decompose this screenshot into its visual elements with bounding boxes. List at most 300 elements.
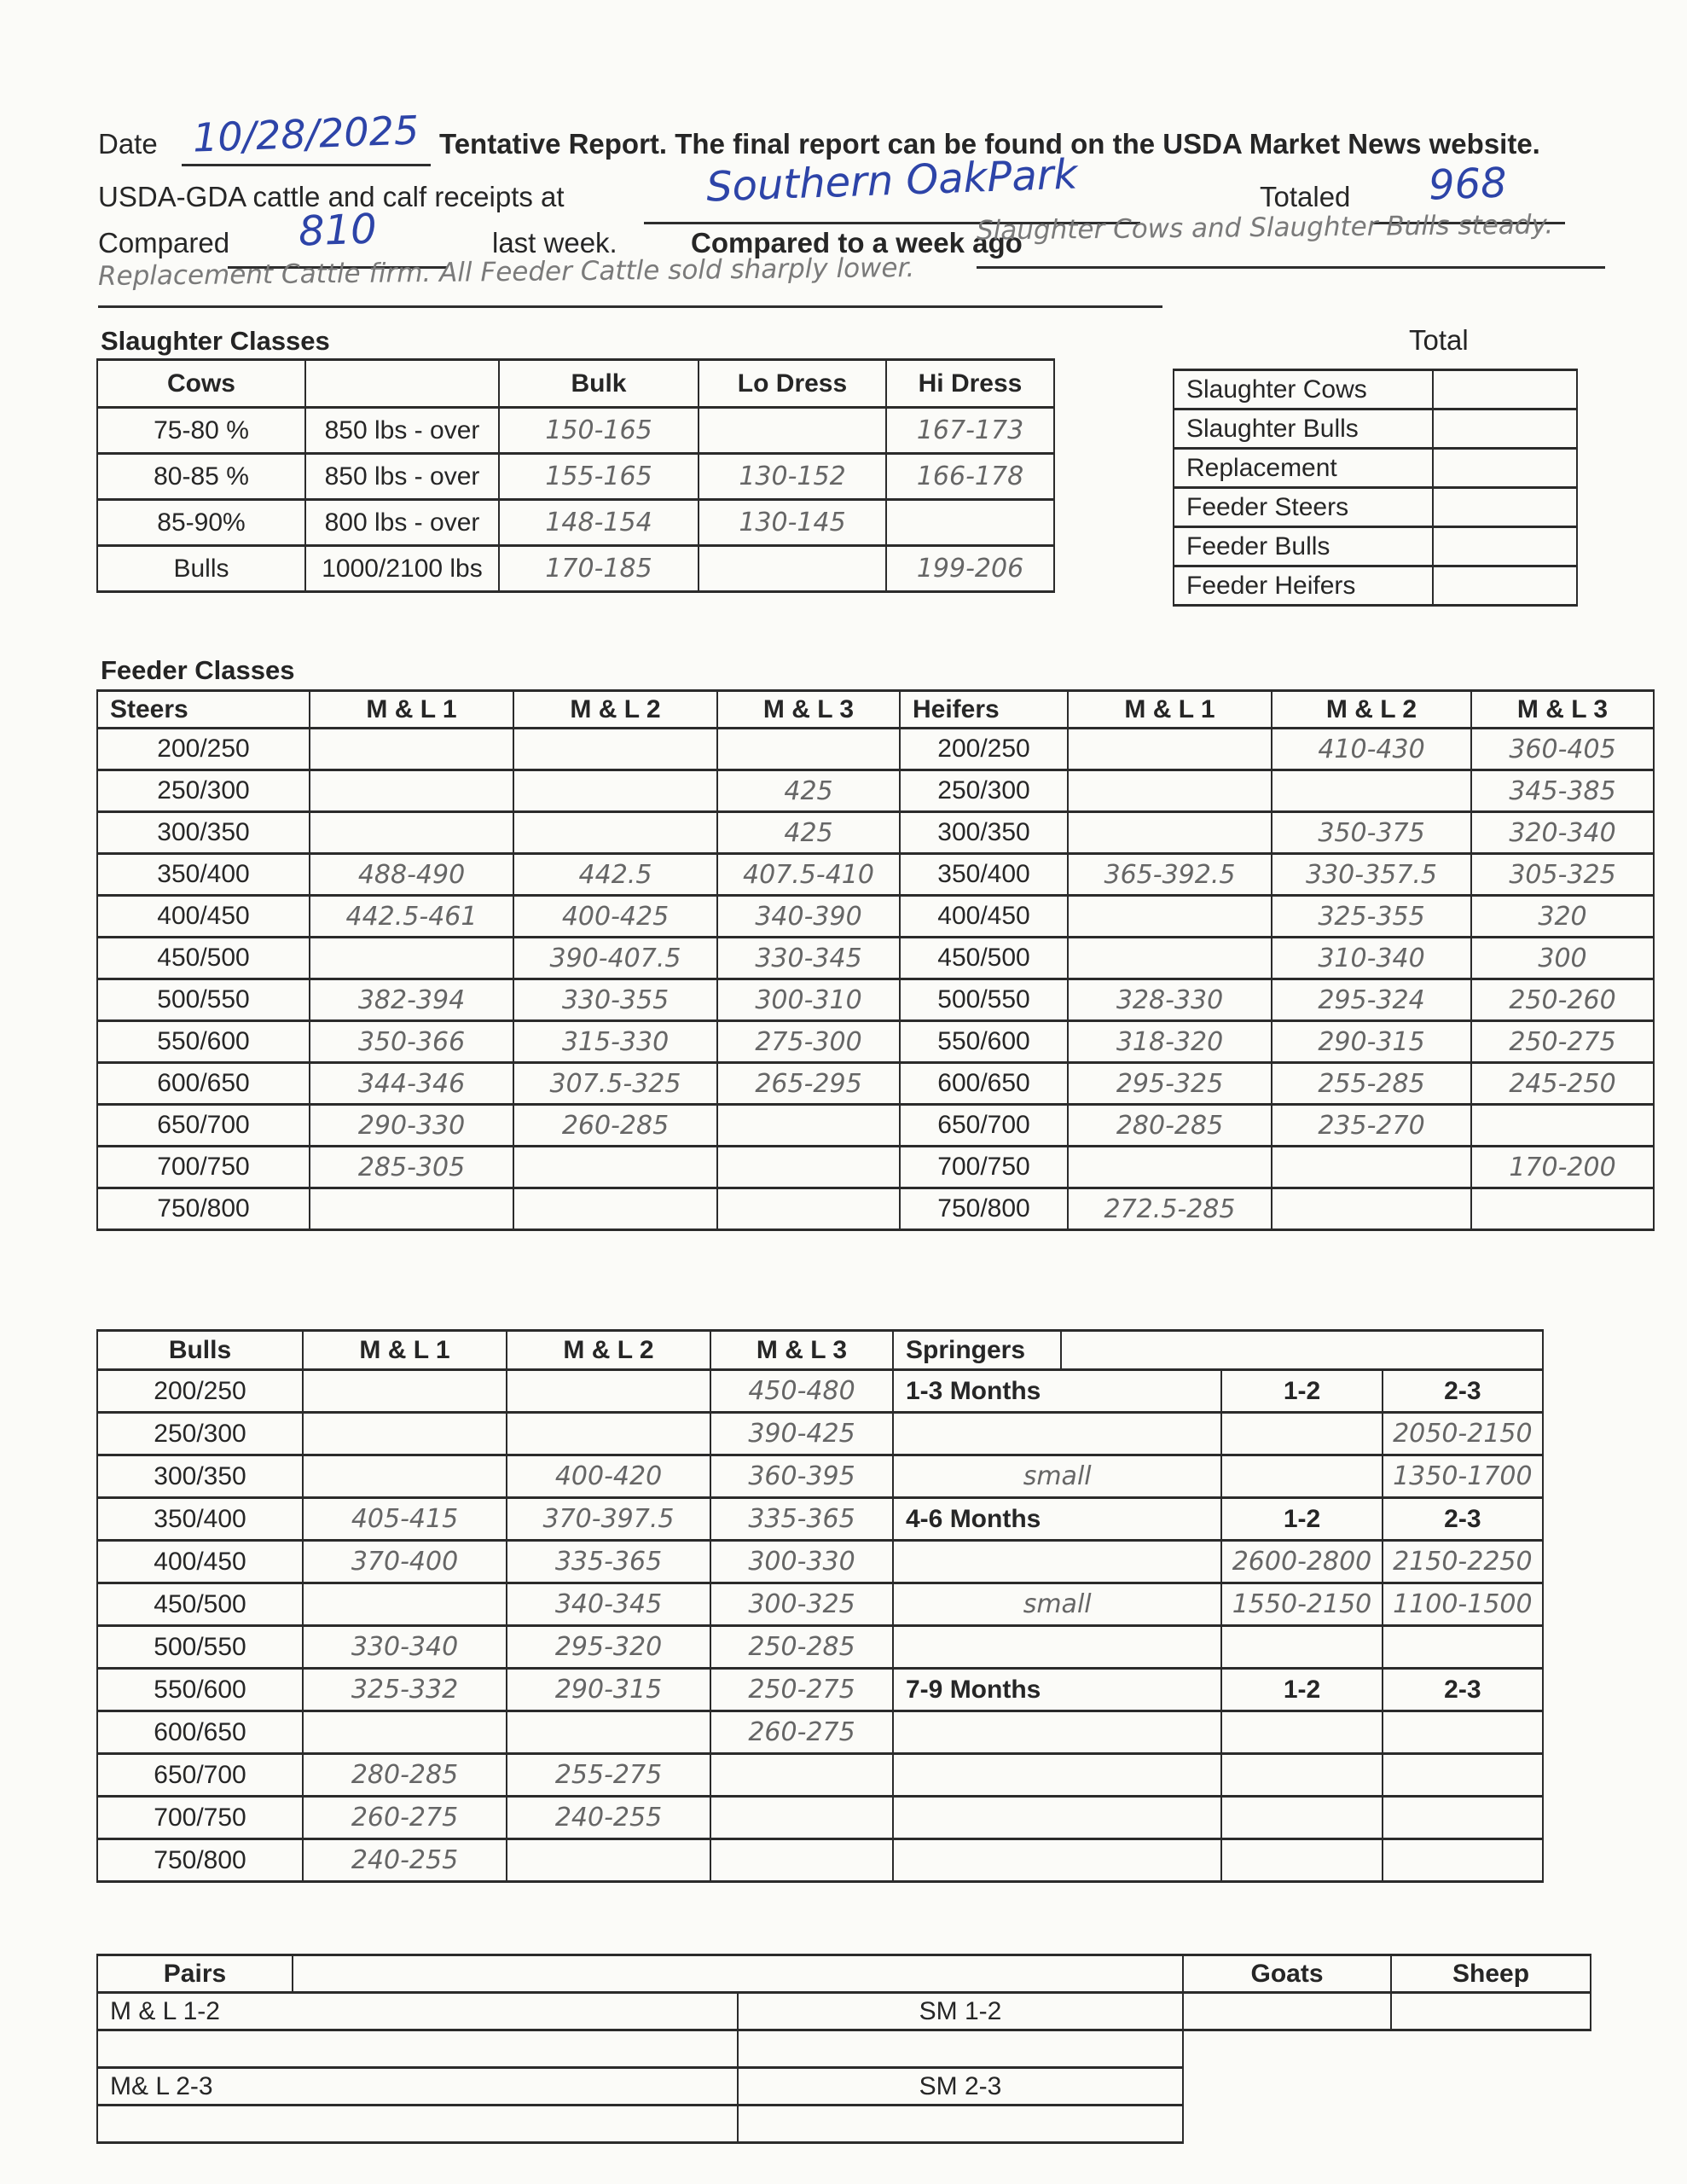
pairs-class-label bbox=[97, 2030, 738, 2068]
springers-handwritten-value bbox=[1383, 1711, 1543, 1754]
steers-handwritten-value: 382-394 bbox=[310, 979, 513, 1021]
steers-weight-label: 400/450 bbox=[97, 896, 310, 938]
heifers-handwritten-value: 290-315 bbox=[1272, 1021, 1471, 1063]
slaughter-weight-label: 800 lbs - over bbox=[305, 500, 499, 546]
total-row bbox=[1174, 566, 1577, 606]
slaughter-weight-label: 1000/2100 lbs bbox=[305, 546, 499, 592]
totaled-handwritten-value: 968 bbox=[1428, 159, 1508, 210]
goats-header: Goats bbox=[1183, 1955, 1391, 1993]
bulls-handwritten-value: 240-255 bbox=[507, 1797, 710, 1839]
heifers-weight-label: 550/600 bbox=[900, 1021, 1068, 1063]
bulls-weight-label: 350/400 bbox=[97, 1498, 303, 1541]
heifers-handwritten-value bbox=[1471, 1188, 1654, 1230]
springers-note bbox=[893, 1754, 1221, 1797]
heifers-weight-label: 500/550 bbox=[900, 979, 1068, 1021]
week-ago-label: Compared to a week ago bbox=[691, 227, 1023, 258]
compared-handwritten-value: 810 bbox=[298, 205, 378, 256]
bulls-handwritten-value: 300-325 bbox=[710, 1583, 893, 1626]
springers-note: small bbox=[893, 1455, 1221, 1498]
heifers-handwritten-value: 295-324 bbox=[1272, 979, 1471, 1021]
steers-handwritten-value: 344-346 bbox=[310, 1063, 513, 1105]
bulls-handwritten-value bbox=[303, 1370, 507, 1413]
heifers-handwritten-value: 410-430 bbox=[1272, 729, 1471, 770]
bulls-weight-label: 600/650 bbox=[97, 1711, 303, 1754]
bulls-weight-label: 400/450 bbox=[97, 1541, 303, 1583]
springers-handwritten-value: 1550-2150 bbox=[1221, 1583, 1382, 1626]
bulls-weight-label: 750/800 bbox=[97, 1839, 303, 1882]
heifers-handwritten-value: 250-275 bbox=[1471, 1021, 1654, 1063]
springers-header-blank bbox=[1061, 1331, 1543, 1370]
pairs-class-label: M& L 2-3 bbox=[97, 2068, 738, 2106]
steers-weight-label: 250/300 bbox=[97, 770, 310, 812]
steers-handwritten-value bbox=[717, 729, 900, 770]
date-label: Date bbox=[98, 128, 158, 160]
bulls-handwritten-value: 250-285 bbox=[710, 1626, 893, 1669]
steers-handwritten-value bbox=[717, 1105, 900, 1147]
springers-handwritten-value: 1350-1700 bbox=[1383, 1455, 1543, 1498]
compared-label: Compared bbox=[98, 227, 230, 258]
pairs-row bbox=[97, 2068, 1591, 2106]
steers-handwritten-value: 290-330 bbox=[310, 1105, 513, 1147]
feeder-row bbox=[97, 729, 1654, 770]
steers-handwritten-value: 442.5-461 bbox=[310, 896, 513, 938]
slaughter-handwritten-value: 130-145 bbox=[699, 500, 886, 546]
springers-note: small bbox=[893, 1583, 1221, 1626]
total-row bbox=[1174, 410, 1577, 449]
slaughter-row-label: 80-85 % bbox=[97, 454, 305, 500]
pairs-sm-label: SM 2-3 bbox=[738, 2068, 1183, 2106]
steers-handwritten-value: 442.5 bbox=[513, 854, 717, 896]
bulls-handwritten-value: 290-315 bbox=[507, 1669, 710, 1711]
springers-grade-header: 1-2 bbox=[1221, 1498, 1382, 1541]
heifers-weight-label: 300/350 bbox=[900, 812, 1068, 854]
total-handwritten-value bbox=[1433, 410, 1577, 449]
steers-weight-label: 300/350 bbox=[97, 812, 310, 854]
steers-weight-label: 450/500 bbox=[97, 938, 310, 979]
total-row bbox=[1174, 370, 1577, 410]
date-handwritten-value: 10/28/2025 bbox=[192, 107, 420, 161]
feeder-row bbox=[97, 896, 1654, 938]
bulls-handwritten-value bbox=[710, 1797, 893, 1839]
total-row-label: Slaughter Bulls bbox=[1174, 410, 1433, 449]
springers-grade-header: 2-3 bbox=[1383, 1370, 1543, 1413]
total-row bbox=[1174, 527, 1577, 566]
bulls-handwritten-value: 325-332 bbox=[303, 1669, 507, 1711]
feeder-col-header: Heifers bbox=[900, 691, 1068, 729]
steers-handwritten-value: 425 bbox=[717, 770, 900, 812]
heifers-handwritten-value: 245-250 bbox=[1471, 1063, 1654, 1105]
heifers-handwritten-value: 345-385 bbox=[1471, 770, 1654, 812]
springers-handwritten-value bbox=[1221, 1455, 1382, 1498]
steers-weight-label: 500/550 bbox=[97, 979, 310, 1021]
comment2-field bbox=[97, 252, 1162, 308]
springers-handwritten-value bbox=[1221, 1754, 1382, 1797]
springers-handwritten-value bbox=[1383, 1839, 1543, 1882]
sheep-header: Sheep bbox=[1391, 1955, 1591, 1993]
springers-age-label: 4-6 Months bbox=[893, 1498, 1221, 1541]
feeder-col-header: M & L 3 bbox=[1471, 691, 1654, 729]
pairs-row bbox=[97, 2030, 1591, 2068]
steers-handwritten-value bbox=[310, 938, 513, 979]
void-area bbox=[1183, 2030, 1591, 2068]
feeder-col-header: M & L 1 bbox=[310, 691, 513, 729]
heifers-handwritten-value bbox=[1068, 896, 1272, 938]
slaughter-row-label: 75-80 % bbox=[97, 408, 305, 454]
heifers-handwritten-value: 310-340 bbox=[1272, 938, 1471, 979]
steers-handwritten-value bbox=[513, 770, 717, 812]
steers-handwritten-value: 260-285 bbox=[513, 1105, 717, 1147]
steers-handwritten-value: 400-425 bbox=[513, 896, 717, 938]
pairs-row bbox=[97, 1993, 1591, 2030]
slaughter-handwritten-value: 148-154 bbox=[499, 500, 699, 546]
total-handwritten-value bbox=[1433, 488, 1577, 527]
heifers-handwritten-value bbox=[1471, 1105, 1654, 1147]
tentative-report-text: Tentative Report. The final report can be found on the USDA Market News website. bbox=[439, 128, 1540, 160]
slaughter-handwritten-value bbox=[886, 500, 1054, 546]
total-row-label: Slaughter Cows bbox=[1174, 370, 1433, 410]
bulls-handwritten-value bbox=[303, 1711, 507, 1754]
bulls-weight-label: 700/750 bbox=[97, 1797, 303, 1839]
bulls-handwritten-value: 360-395 bbox=[710, 1455, 893, 1498]
bulls-handwritten-value: 390-425 bbox=[710, 1413, 893, 1455]
pairs-sm-label: SM 1-2 bbox=[738, 1993, 1183, 2030]
springers-grade-header: 2-3 bbox=[1383, 1498, 1543, 1541]
heifers-weight-label: 600/650 bbox=[900, 1063, 1068, 1105]
springers-age-label: 7-9 Months bbox=[893, 1669, 1221, 1711]
springers-grade-header: 1-2 bbox=[1221, 1370, 1382, 1413]
pairs-row bbox=[97, 2106, 1591, 2143]
springers-handwritten-value: 1100-1500 bbox=[1383, 1583, 1543, 1626]
bulls-handwritten-value: 330-340 bbox=[303, 1626, 507, 1669]
bulls-handwritten-value: 255-275 bbox=[507, 1754, 710, 1797]
steers-handwritten-value bbox=[513, 812, 717, 854]
bulls-handwritten-value: 280-285 bbox=[303, 1754, 507, 1797]
bulls-springers-table bbox=[96, 1329, 1544, 1883]
bulls-handwritten-value: 370-397.5 bbox=[507, 1498, 710, 1541]
steers-handwritten-value: 265-295 bbox=[717, 1063, 900, 1105]
total-title: Total bbox=[1409, 324, 1469, 356]
heifers-handwritten-value: 235-270 bbox=[1272, 1105, 1471, 1147]
bulls-weight-label: 650/700 bbox=[97, 1754, 303, 1797]
steers-handwritten-value bbox=[513, 1188, 717, 1230]
feeder-row bbox=[97, 1147, 1654, 1188]
feeder-row bbox=[97, 770, 1654, 812]
bulls-handwritten-value bbox=[507, 1413, 710, 1455]
bulls-weight-label: 300/350 bbox=[97, 1455, 303, 1498]
feeder-row bbox=[97, 938, 1654, 979]
heifers-handwritten-value: 255-285 bbox=[1272, 1063, 1471, 1105]
heifers-handwritten-value bbox=[1068, 938, 1272, 979]
bulls-handwritten-value bbox=[507, 1711, 710, 1754]
steers-handwritten-value bbox=[310, 812, 513, 854]
slaughter-col-header: Hi Dress bbox=[886, 360, 1054, 408]
bulls-handwritten-value bbox=[507, 1839, 710, 1882]
slaughter-col-header: Cows bbox=[97, 360, 305, 408]
slaughter-row bbox=[97, 546, 1054, 592]
steers-handwritten-value: 340-390 bbox=[717, 896, 900, 938]
heifers-handwritten-value: 300 bbox=[1471, 938, 1654, 979]
steers-handwritten-value: 300-310 bbox=[717, 979, 900, 1021]
totals-table bbox=[1173, 369, 1578, 607]
heifers-weight-label: 750/800 bbox=[900, 1188, 1068, 1230]
pairs-header: Pairs bbox=[97, 1955, 293, 1993]
total-row-label: Feeder Heifers bbox=[1174, 566, 1433, 606]
bulls-weight-label: 200/250 bbox=[97, 1370, 303, 1413]
slaughter-classes-title: Slaughter Classes bbox=[101, 326, 330, 356]
bulls-row bbox=[97, 1797, 1543, 1839]
bulls-weight-label: 450/500 bbox=[97, 1583, 303, 1626]
bulls-row bbox=[97, 1669, 1543, 1711]
heifers-weight-label: 700/750 bbox=[900, 1147, 1068, 1188]
bulls-handwritten-value: 400-420 bbox=[507, 1455, 710, 1498]
slaughter-col-header bbox=[305, 360, 499, 408]
slaughter-handwritten-value: 166-178 bbox=[886, 454, 1054, 500]
slaughter-col-header: Bulk bbox=[499, 360, 699, 408]
springers-handwritten-value bbox=[1221, 1839, 1382, 1882]
date-field bbox=[182, 107, 431, 166]
bulls-handwritten-value bbox=[507, 1370, 710, 1413]
pairs-sm-label bbox=[738, 2030, 1183, 2068]
bulls-handwritten-value: 370-400 bbox=[303, 1541, 507, 1583]
steers-weight-label: 650/700 bbox=[97, 1105, 310, 1147]
steers-handwritten-value: 330-345 bbox=[717, 938, 900, 979]
steers-handwritten-value bbox=[310, 1188, 513, 1230]
feeder-row bbox=[97, 812, 1654, 854]
bulls-handwritten-value bbox=[710, 1839, 893, 1882]
steers-weight-label: 200/250 bbox=[97, 729, 310, 770]
total-handwritten-value bbox=[1433, 449, 1577, 488]
steers-handwritten-value bbox=[513, 729, 717, 770]
springers-note bbox=[893, 1839, 1221, 1882]
slaughter-weight-label: 850 lbs - over bbox=[305, 454, 499, 500]
feeder-row bbox=[97, 1105, 1654, 1147]
steers-handwritten-value: 285-305 bbox=[310, 1147, 513, 1188]
void-area bbox=[1183, 2106, 1591, 2143]
bulls-handwritten-value: 260-275 bbox=[710, 1711, 893, 1754]
springers-handwritten-value bbox=[1221, 1797, 1382, 1839]
feeder-row bbox=[97, 979, 1654, 1021]
bulls-row bbox=[97, 1583, 1543, 1626]
bulls-handwritten-value: 300-330 bbox=[710, 1541, 893, 1583]
slaughter-handwritten-value bbox=[699, 546, 886, 592]
bulls-handwritten-value: 335-365 bbox=[710, 1498, 893, 1541]
heifers-handwritten-value: 250-260 bbox=[1471, 979, 1654, 1021]
steers-handwritten-value: 407.5-410 bbox=[717, 854, 900, 896]
comment-handwritten-line1: Slaughter Cows and Slaughter Bulls steady. bbox=[976, 209, 1554, 247]
bulls-row bbox=[97, 1455, 1543, 1498]
header-line-comment2 bbox=[97, 252, 1642, 311]
steers-handwritten-value: 307.5-325 bbox=[513, 1063, 717, 1105]
feeder-classes-table bbox=[96, 689, 1655, 1231]
heifers-weight-label: 250/300 bbox=[900, 770, 1068, 812]
springers-handwritten-value: 2600-2800 bbox=[1221, 1541, 1382, 1583]
steers-weight-label: 750/800 bbox=[97, 1188, 310, 1230]
feeder-col-header: M & L 2 bbox=[513, 691, 717, 729]
receipts-label: USDA-GDA cattle and calf receipts at bbox=[98, 181, 565, 212]
bulls-header-row bbox=[97, 1331, 1543, 1370]
slaughter-handwritten-value: 150-165 bbox=[499, 408, 699, 454]
heifers-handwritten-value: 330-357.5 bbox=[1272, 854, 1471, 896]
heifers-weight-label: 450/500 bbox=[900, 938, 1068, 979]
steers-weight-label: 350/400 bbox=[97, 854, 310, 896]
slaughter-weight-label: 850 lbs - over bbox=[305, 408, 499, 454]
bulls-row bbox=[97, 1711, 1543, 1754]
heifers-handwritten-value bbox=[1068, 770, 1272, 812]
pairs-class-label bbox=[97, 2106, 738, 2143]
goats-handwritten-value bbox=[1183, 1993, 1391, 2030]
slaughter-handwritten-value: 199-206 bbox=[886, 546, 1054, 592]
location-handwritten-value: Southern OakPark bbox=[705, 150, 1079, 212]
springers-handwritten-value bbox=[1383, 1626, 1543, 1669]
bulls-handwritten-value bbox=[303, 1455, 507, 1498]
slaughter-col-header: Lo Dress bbox=[699, 360, 886, 408]
feeder-classes-title: Feeder Classes bbox=[101, 655, 295, 685]
void-area bbox=[1183, 2068, 1591, 2106]
total-row-label: Replacement bbox=[1174, 449, 1433, 488]
heifers-handwritten-value bbox=[1272, 770, 1471, 812]
feeder-col-header: Steers bbox=[97, 691, 310, 729]
steers-handwritten-value bbox=[310, 729, 513, 770]
slaughter-row-label: 85-90% bbox=[97, 500, 305, 546]
springers-handwritten-value bbox=[1383, 1754, 1543, 1797]
bulls-weight-label: 500/550 bbox=[97, 1626, 303, 1669]
springers-note bbox=[893, 1413, 1221, 1455]
heifers-handwritten-value: 318-320 bbox=[1068, 1021, 1272, 1063]
springers-note bbox=[893, 1626, 1221, 1669]
springers-note bbox=[893, 1797, 1221, 1839]
heifers-handwritten-value: 320-340 bbox=[1471, 812, 1654, 854]
last-week-label: last week. bbox=[492, 227, 617, 258]
slaughter-row bbox=[97, 500, 1054, 546]
feeder-col-header: M & L 3 bbox=[717, 691, 900, 729]
slaughter-row bbox=[97, 408, 1054, 454]
slaughter-handwritten-value: 155-165 bbox=[499, 454, 699, 500]
steers-handwritten-value: 488-490 bbox=[310, 854, 513, 896]
steers-weight-label: 600/650 bbox=[97, 1063, 310, 1105]
slaughter-handwritten-value bbox=[699, 408, 886, 454]
steers-handwritten-value bbox=[310, 770, 513, 812]
pairs-sm-label bbox=[738, 2106, 1183, 2143]
bulls-row bbox=[97, 1754, 1543, 1797]
heifers-handwritten-value: 280-285 bbox=[1068, 1105, 1272, 1147]
pairs-header-row bbox=[97, 1955, 1591, 1993]
springers-handwritten-value bbox=[1221, 1413, 1382, 1455]
heifers-handwritten-value: 328-330 bbox=[1068, 979, 1272, 1021]
bulls-col-header: M & L 1 bbox=[303, 1331, 507, 1370]
bulls-handwritten-value bbox=[303, 1413, 507, 1455]
slaughter-handwritten-value: 130-152 bbox=[699, 454, 886, 500]
heifers-handwritten-value bbox=[1272, 1188, 1471, 1230]
bulls-row bbox=[97, 1370, 1543, 1413]
steers-handwritten-value: 275-300 bbox=[717, 1021, 900, 1063]
feeder-row bbox=[97, 1063, 1654, 1105]
heifers-handwritten-value: 295-325 bbox=[1068, 1063, 1272, 1105]
slaughter-row-label: Bulls bbox=[97, 546, 305, 592]
springers-grade-header: 1-2 bbox=[1221, 1669, 1382, 1711]
comment-handwritten-line2: Replacement Cattle firm. All Feeder Cattle sold sharply lower. bbox=[97, 252, 915, 293]
feeder-row bbox=[97, 1188, 1654, 1230]
total-row-label: Feeder Steers bbox=[1174, 488, 1433, 527]
bulls-handwritten-value: 240-255 bbox=[303, 1839, 507, 1882]
slaughter-handwritten-value: 167-173 bbox=[886, 408, 1054, 454]
bulls-handwritten-value: 260-275 bbox=[303, 1797, 507, 1839]
bulls-row bbox=[97, 1626, 1543, 1669]
springers-header: Springers bbox=[893, 1331, 1061, 1370]
heifers-handwritten-value: 170-200 bbox=[1471, 1147, 1654, 1188]
springers-age-label: 1-3 Months bbox=[893, 1370, 1221, 1413]
feeder-row bbox=[97, 854, 1654, 896]
steers-handwritten-value bbox=[717, 1188, 900, 1230]
total-handwritten-value bbox=[1433, 527, 1577, 566]
heifers-handwritten-value bbox=[1068, 1147, 1272, 1188]
springers-grade-header: 2-3 bbox=[1383, 1669, 1543, 1711]
bulls-handwritten-value: 450-480 bbox=[710, 1370, 893, 1413]
steers-handwritten-value: 390-407.5 bbox=[513, 938, 717, 979]
feeder-row bbox=[97, 1021, 1654, 1063]
bulls-col-header: M & L 3 bbox=[710, 1331, 893, 1370]
springers-handwritten-value: 2150-2250 bbox=[1383, 1541, 1543, 1583]
total-row bbox=[1174, 449, 1577, 488]
heifers-handwritten-value: 350-375 bbox=[1272, 812, 1471, 854]
steers-weight-label: 550/600 bbox=[97, 1021, 310, 1063]
bulls-row bbox=[97, 1839, 1543, 1882]
bulls-col-header: Bulls bbox=[97, 1331, 303, 1370]
steers-handwritten-value: 315-330 bbox=[513, 1021, 717, 1063]
heifers-weight-label: 650/700 bbox=[900, 1105, 1068, 1147]
springers-handwritten-value bbox=[1383, 1797, 1543, 1839]
feeder-col-header: M & L 2 bbox=[1272, 691, 1471, 729]
springers-handwritten-value bbox=[1221, 1626, 1382, 1669]
springers-note bbox=[893, 1711, 1221, 1754]
slaughter-handwritten-value: 170-185 bbox=[499, 546, 699, 592]
heifers-handwritten-value: 272.5-285 bbox=[1068, 1188, 1272, 1230]
bulls-weight-label: 550/600 bbox=[97, 1669, 303, 1711]
springers-handwritten-value bbox=[1221, 1711, 1382, 1754]
slaughter-classes-table bbox=[96, 358, 1055, 593]
bulls-handwritten-value bbox=[303, 1583, 507, 1626]
steers-handwritten-value: 425 bbox=[717, 812, 900, 854]
feeder-header-row bbox=[97, 691, 1654, 729]
heifers-weight-label: 200/250 bbox=[900, 729, 1068, 770]
heifers-handwritten-value: 325-355 bbox=[1272, 896, 1471, 938]
heifers-weight-label: 350/400 bbox=[900, 854, 1068, 896]
pairs-header-blank bbox=[293, 1955, 1183, 1993]
total-handwritten-value bbox=[1433, 566, 1577, 606]
steers-handwritten-value bbox=[717, 1147, 900, 1188]
slaughter-header-row bbox=[97, 360, 1054, 408]
bulls-handwritten-value bbox=[710, 1754, 893, 1797]
bulls-handwritten-value: 335-365 bbox=[507, 1541, 710, 1583]
bulls-row bbox=[97, 1541, 1543, 1583]
total-row-label: Feeder Bulls bbox=[1174, 527, 1433, 566]
total-handwritten-value bbox=[1433, 370, 1577, 410]
total-row bbox=[1174, 488, 1577, 527]
steers-weight-label: 700/750 bbox=[97, 1147, 310, 1188]
steers-handwritten-value bbox=[513, 1147, 717, 1188]
bulls-row bbox=[97, 1498, 1543, 1541]
heifers-handwritten-value bbox=[1068, 729, 1272, 770]
slaughter-row bbox=[97, 454, 1054, 500]
sheep-handwritten-value bbox=[1391, 1993, 1591, 2030]
heifers-handwritten-value: 320 bbox=[1471, 896, 1654, 938]
steers-handwritten-value: 330-355 bbox=[513, 979, 717, 1021]
heifers-handwritten-value: 365-392.5 bbox=[1068, 854, 1272, 896]
bulls-weight-label: 250/300 bbox=[97, 1413, 303, 1455]
pairs-goats-sheep-table bbox=[96, 1954, 1591, 2144]
bulls-col-header: M & L 2 bbox=[507, 1331, 710, 1370]
springers-note bbox=[893, 1541, 1221, 1583]
heifers-handwritten-value: 305-325 bbox=[1471, 854, 1654, 896]
